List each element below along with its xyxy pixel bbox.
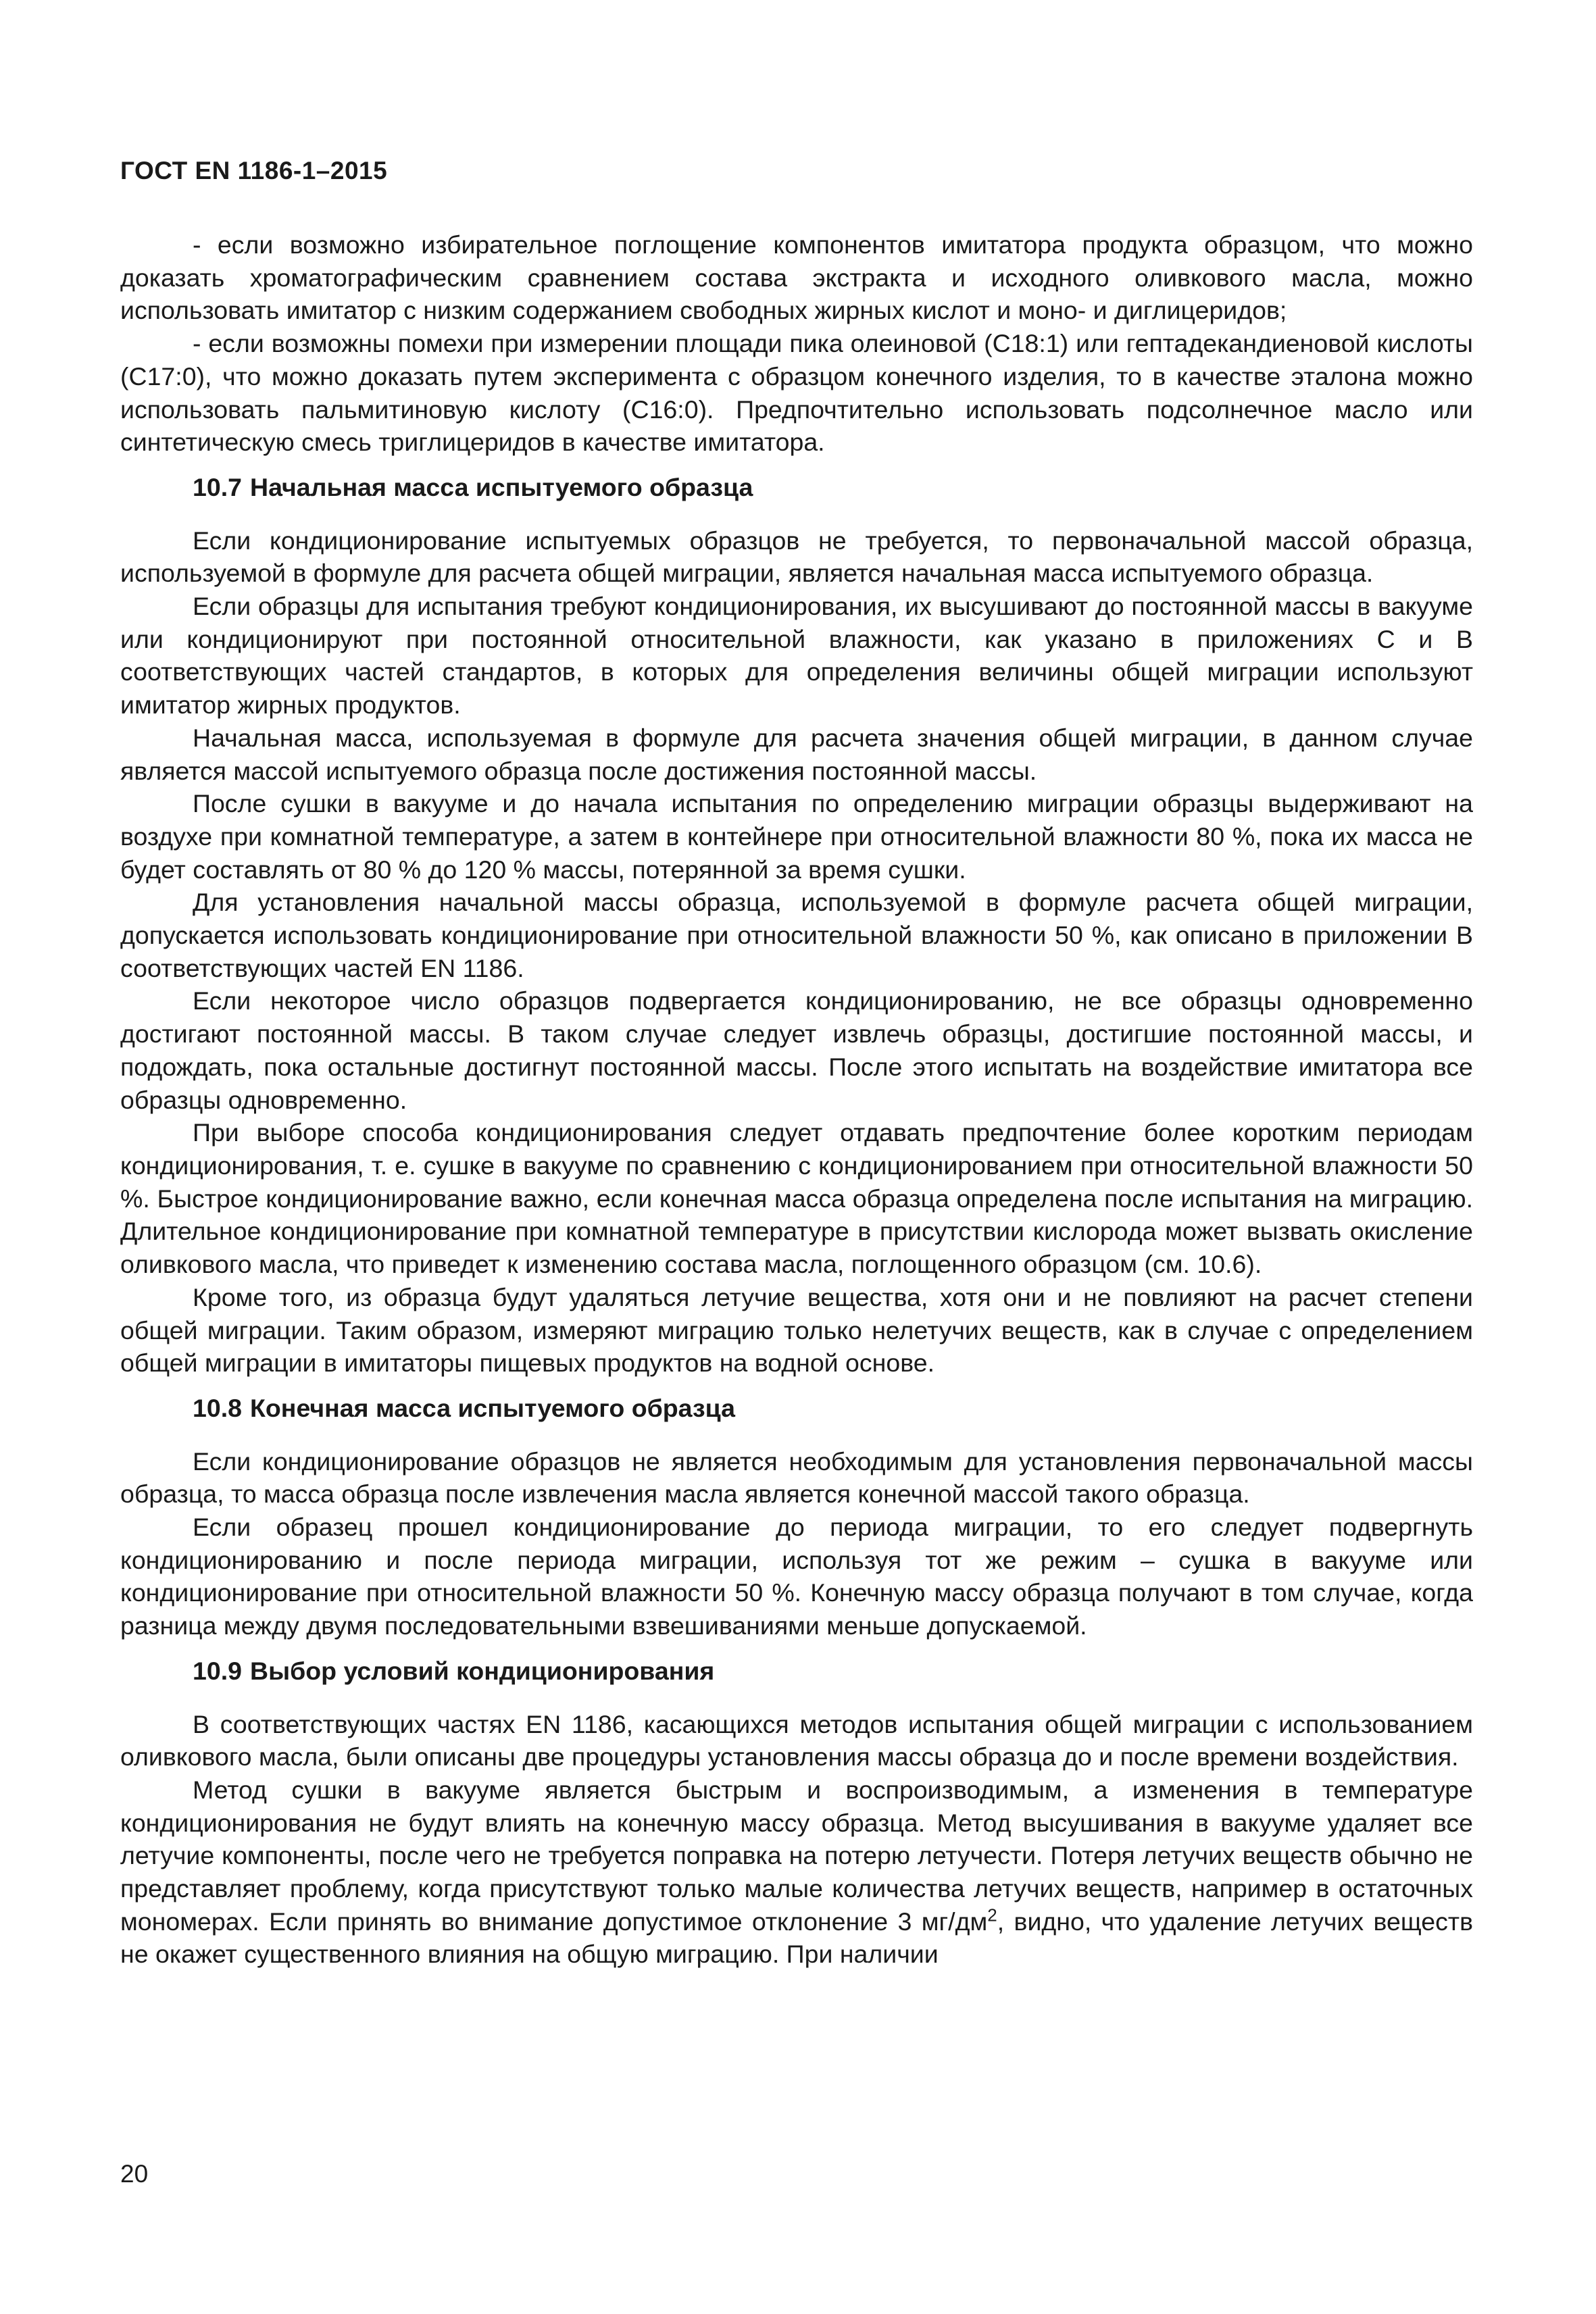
- section-heading-10-9: [120, 1655, 1473, 1688]
- paragraph: В соответствующих частях EN 1186, касающихся методов испытания общей миграции с использованием оливкового масла, были описаны две процедуры установления массы образца до и после времени воздействия.: [120, 1709, 1473, 1771]
- paragraph: Если образцы для испытания требуют кондиционирования, их высушивают до постоянной массы в вакууме или кондиционируют при постоянной относительной влажности, как указано в приложениях С и В соответствующих частей стандартов, в которых для определения величины общей миграции используют имитатор жирных продуктов.: [120, 592, 1473, 720]
- standard-header: ГОСТ EN 1186-1–2015: [120, 157, 388, 184]
- intro-paragraph: - если возможны помехи при измерении площади пика олеиновой (С18:1) или гептадекандиеновой кислоты (С17:0), что можно доказать путем эксперимента с образцом конечного изделия, то в качестве эталона можно использовать пальмитиновую кислоту (С16:0). Предпочтительно использовать подсолнечное масло или синтетическую смесь триглицеридов в качестве имитатора.: [120, 329, 1473, 457]
- paragraph: [120, 1774, 1473, 1971]
- paragraph: При выборе способа кондиционирования следует отдавать предпочтение более коротким периодам кондиционирования, т. е. сушке в вакууме по сравнению с кондиционированием при относительной влажности 50 %. Быстрое кондиционирование важно, если конечная масса образца определена после испытания на миграцию. Длительное кондиционирование при комнатной температуре в присутствии кислорода может вызвать окисление оливкового масла, что приведет к изменению состава масла, поглощенного образцом (см. 10.6).: [120, 1118, 1473, 1279]
- intro-paragraph: - если возможно избирательное поглощение компонентов имитатора продукта образцом, что можно доказать хроматографическим сравнением состава экстракта и исходного оливкового масла, можно использовать имитатор с низким содержанием свободных жирных кислот и моно- и диглицеридов;: [120, 230, 1473, 325]
- section-number: 10.9: [193, 1656, 242, 1685]
- paragraph: Для установления начальной массы образца, используемой в формуле расчета общей миграции, допускается использовать кондиционирование при относительной влажности 50 %, как описано в приложении В соответствующих частей EN 1186.: [120, 888, 1473, 982]
- paragraph: Начальная масса, используемая в формуле для расчета значения общей миграции, в данном случае является массой испытуемого образца после достижения постоянной массы.: [120, 723, 1473, 785]
- section-title: Конечная масса испытуемого образца: [250, 1393, 735, 1422]
- paragraph-text: , видно, что удаление летучих веществ не окажет существенного влияния на общую миграцию. При наличии: [120, 1907, 1473, 1969]
- section-number: 10.7: [193, 472, 242, 501]
- section-heading-10-7: [120, 471, 1473, 504]
- paragraph: Кроме того, из образца будут удаляться летучие вещества, хотя они и не повлияют на расчет степени общей миграции. Таким образом, измеряют миграцию только нелетучих веществ, как в случае с определением общей миграции в имитаторы пищевых продуктов на водной основе.: [120, 1282, 1473, 1378]
- document-body: [120, 228, 1473, 1971]
- page-number: 20: [120, 2160, 149, 2188]
- section-title: Выбор условий кондиционирования: [250, 1656, 715, 1685]
- paragraph: Если некоторое число образцов подвергается кондиционированию, не все образцы одновременно достигают постоянной массы. В таком случае следует извлечь образцы, достигшие постоянной массы, и подождать, пока остальные достигнут постоянной массы. После этого испытать на воздействие имитатора все образцы одновременно.: [120, 986, 1473, 1114]
- paragraph: После сушки в вакууме и до начала испытания по определению миграции образцы выдерживают на воздухе при комнатной температуре, а затем в контейнере при относительной влажности 80 %, пока их масса не будет составлять от 80 % до 120 % массы, потерянной за время сушки.: [120, 789, 1473, 884]
- paragraph-text: Метод сушки в вакууме является быстрым и воспроизводимым, а изменения в температуре кондиционирования не будут влиять на конечную массу образца. Метод высушивания в вакууме удаляет все летучие компоненты, после чего не требуется поправка на потерю летучести. Потеря летучих веществ обычно не представляет проблему, когда присутствуют только малые количества летучих веществ, например в остаточных мономерах. Если принять во внимание допустимое отклонение 3 мг/дм: [120, 1775, 1473, 1936]
- section-title: Начальная масса испытуемого образца: [250, 472, 753, 501]
- section-number: 10.8: [193, 1393, 242, 1422]
- section-heading-10-8: [120, 1392, 1473, 1425]
- paragraph: Если кондиционирование испытуемых образцов не требуется, то первоначальной массой образца, используемой в формуле для расчета общей миграции, является начальная масса испытуемого образца.: [120, 526, 1473, 588]
- superscript: 2: [987, 1905, 997, 1926]
- paragraph: Если кондиционирование образцов не является необходимым для установления первоначальной массы образца, то масса образца после извлечения масла является конечной массой такого образца.: [120, 1447, 1473, 1509]
- paragraph: Если образец прошел кондиционирование до периода миграции, то его следует подвергнуть кондиционированию и после периода миграции, используя тот же режим – сушка в вакууме или кондиционирование при относительной влажности 50 %. Конечную массу образца получают в том случае, когда разница между двумя последовательными взвешиваниями меньше допускаемой.: [120, 1513, 1473, 1640]
